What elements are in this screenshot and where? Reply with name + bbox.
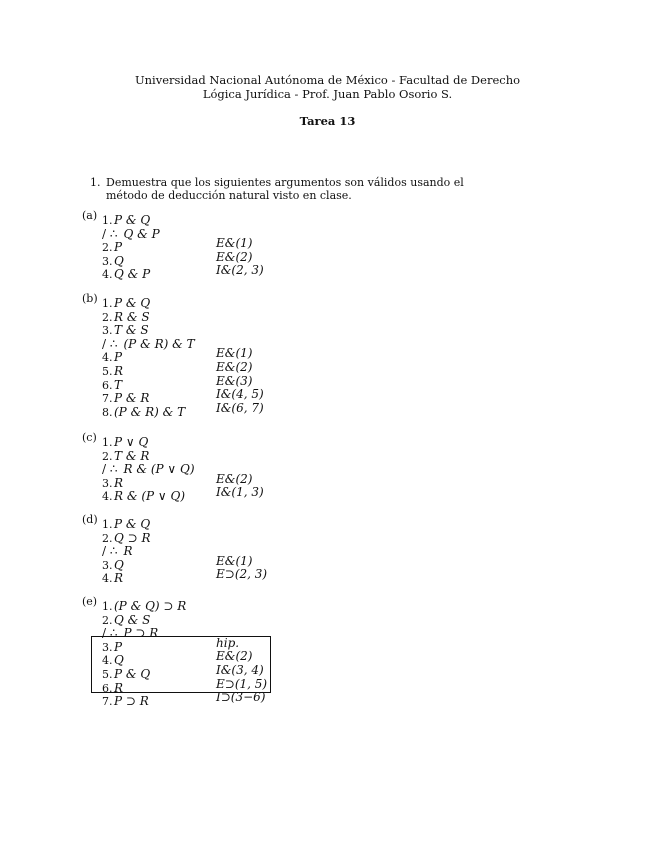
justification: I⊃(3−6) [216,690,266,705]
formula: P [114,240,123,255]
formula: T & S [114,323,149,338]
justification: E&(2) [216,471,253,486]
justification: E&(1) [216,236,253,251]
proof-line [102,485,402,504]
line-number: 4. [102,654,113,668]
formula: (P & R) & T [123,336,195,351]
line-number: / ∴ [102,626,118,641]
line-number: 4. [102,268,113,282]
formula: P & Q [114,296,151,310]
formula: Q [114,653,124,668]
line-number: 3. [102,640,113,654]
formula: P & Q [114,213,151,227]
proof-line [102,431,402,449]
proof-line [102,400,402,419]
line-number: 2. [102,310,113,324]
line-number: 4. [102,572,113,586]
line-number: / ∴ [102,544,118,559]
line-number: / ∴ [102,226,118,241]
justification: E&(3) [216,373,253,388]
formula: R & S [114,309,150,324]
course-line: Lógica Jurídica - Prof. Juan Pablo Osorio S. [202,87,453,101]
part-label: (c) [82,431,97,444]
proof-line [102,360,402,378]
problem-number: 1. [90,176,101,189]
formula: T & R [114,448,150,463]
part-label: (b) [82,292,98,305]
justification: I&(6, 7) [216,400,264,415]
formula: P ⊃ R [114,694,149,709]
problem-text: Demuestra que los siguientes argumentos son válidos usando el método de deducción natural visto en clase. [106,176,464,202]
conclusion-line [102,622,402,641]
justification: E⊃(1, 5) [216,676,268,691]
part-label: (d) [82,513,98,526]
proof-line [102,263,402,282]
formula: (P & R) & T [114,404,186,419]
line-number: 4. [102,351,113,365]
page-title: Tarea 13 [299,114,356,128]
problem-statement [90,176,490,202]
proof-line [102,209,402,227]
line-number: 1. [102,518,113,531]
line-number: 1. [102,214,113,227]
line-number: / ∴ [102,336,118,351]
line-number: 2. [102,531,113,545]
formula: Q [114,557,124,572]
proof-line [102,306,402,324]
proof-line [102,236,402,255]
line-number: 6. [102,378,113,392]
part-label: (e) [82,595,98,608]
conclusion-line [102,223,402,241]
formula: P & R [114,391,150,406]
formula: Q & S [114,612,151,627]
line-number: 4. [102,490,113,504]
justification: hip. [216,635,240,650]
justification: E&(2) [216,649,253,664]
formula: P ∨ Q [114,435,149,449]
justification: E&(1) [216,553,253,568]
formula: R & (P ∨ Q) [123,462,195,477]
justification: E&(2) [216,360,253,374]
formula: Q & P [123,226,160,241]
line-number: 7. [102,695,113,709]
proof-line [102,553,402,572]
line-number: 7. [102,392,113,406]
formula: R [114,680,124,695]
justification: E&(2) [216,249,253,264]
formula: (P & Q) ⊃ R [114,599,187,613]
proof-line [102,373,402,392]
line-number: 1. [102,297,113,310]
line-number: 8. [102,405,113,419]
proof-line [102,513,402,531]
proof-line [102,567,402,586]
justification: I&(4, 5) [216,387,264,402]
justification: E&(1) [216,346,253,361]
formula: Q ⊃ R [114,530,151,545]
proof-line [102,319,402,338]
formula: P & Q [114,667,151,681]
formula: P [114,639,123,654]
conclusion-line [102,540,402,559]
proof-line [102,527,402,545]
line-number: 6. [102,681,113,695]
proof-line [102,445,402,463]
part-label: (a) [82,209,98,222]
proof-line [102,292,402,310]
justification: I&(1, 3) [216,485,264,500]
line-number: 3. [102,324,113,338]
proof-line [102,346,402,365]
line-number: 2. [102,241,113,255]
line-number: 3. [102,254,113,268]
line-number: 2. [102,613,113,627]
formula: T [114,377,123,392]
subproof-box [91,636,271,693]
line-number: 5. [102,668,113,681]
formula: R [114,571,124,586]
institution-line: Universidad Nacional Autónoma de México - Facultad de Derecho [134,73,521,87]
proof-line [102,609,402,627]
formula: R [114,364,124,378]
line-number: 1. [102,436,113,449]
formula: R [114,475,124,490]
justification: I&(2, 3) [216,263,264,278]
line-number: 3. [102,558,113,572]
proof-line [102,595,402,613]
conclusion-line [102,458,402,477]
conclusion-line [102,333,402,351]
proof-line [102,249,402,268]
proof-line [102,471,402,490]
formula: R [123,544,133,559]
formula: Q [114,253,124,268]
formula: P ⊃ R [123,626,159,641]
justification: I&(3, 4) [216,663,264,677]
line-number: 2. [102,449,113,463]
line-number: 5. [102,365,113,378]
line-number: 1. [102,600,113,613]
line-number: / ∴ [102,462,118,477]
formula: Q & P [114,267,151,282]
justification: E⊃(2, 3) [216,567,268,582]
proof-line [102,387,402,406]
formula: R & (P ∨ Q) [114,489,186,504]
formula: P & Q [114,517,151,531]
formula: P [114,350,123,365]
line-number: 3. [102,476,113,490]
